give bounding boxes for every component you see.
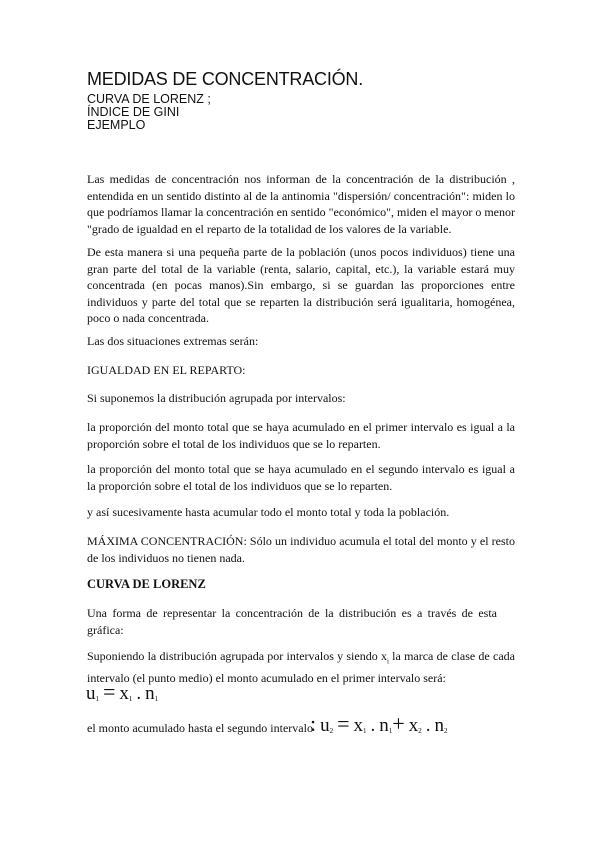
formula-u2-colon: :: [310, 711, 317, 736]
formula-u2-u: u: [320, 715, 330, 736]
paragraph-first-interval: la proporción del monto total que se haya acumulado en el primer intervalo es igual a la proporción sobre el total de los individuos que se lo reparten.: [87, 420, 515, 451]
formula-u2-n1: n: [379, 715, 389, 736]
subtitle-gini: ÍNDICE DE GINI: [87, 105, 180, 119]
formula-u2: [310, 711, 447, 737]
paragraph-intro: Las medidas de concentración nos informan de la concentración de la distribución , entendida en un sentido distinto al de la antinomia "dispersión/ concentración": miden lo que podríamos llamar la concentración en sentido "económico", miden el mayor o menor "grado de igualdad en el reparto de la totalidad de los valores de la variable.: [87, 172, 515, 236]
paragraph-second-interval: la proporción del monto total que se haya acumulado en el segundo intervalo es igual a la proporción sobre el total de los individuos que se lo reparten.: [87, 462, 515, 493]
formula-u2-dot1: .: [370, 715, 376, 736]
formula-u1-u: u: [86, 683, 96, 704]
paragraph-second-accumulated: el monto acumulado hasta el segundo intervalo: [87, 721, 313, 735]
formula-u2-n2-sub: 2: [443, 727, 448, 735]
formula-u1-n-sub: 1: [154, 695, 159, 703]
subtitle-ejemplo: EJEMPLO: [87, 118, 146, 132]
formula-u1-dot: .: [136, 683, 142, 704]
paragraph-graphic: Una forma de representar la concentración de la distribución es a través de esta gráfica:: [87, 606, 497, 637]
paragraph-extremes: Las dos situaciones extremas serán:: [87, 334, 259, 348]
formula-u2-x2: x: [408, 715, 419, 736]
paragraph-grouped: Si suponemos la distribución agrupada por intervalos:: [87, 391, 346, 405]
subtitle-lorenz: CURVA DE LORENZ ;: [87, 92, 211, 106]
formula-u2-x2-sub: 2: [418, 727, 422, 735]
formula-u2-x1: x: [353, 715, 364, 736]
formula-u1-equals: =: [103, 679, 116, 704]
formula-u1: [86, 679, 158, 705]
formula-u2-plus: +: [392, 711, 405, 736]
formula-u2-equals: =: [337, 711, 350, 736]
formula-u2-x1-sub: 1: [363, 727, 367, 735]
formula-u2-n1-sub: 1: [388, 727, 393, 735]
formula-u1-x: x: [119, 683, 129, 704]
formula-u1-n: n: [145, 683, 155, 704]
heading-equality: IGUALDAD EN EL REPARTO:: [87, 363, 246, 377]
subscript-i: i: [386, 657, 389, 666]
formula-u1-u-sub: 1: [95, 695, 99, 703]
formula-u2-u-sub: 2: [329, 727, 334, 735]
paragraph-supposing-part2: la marca de clase de cada intervalo (el punto medio) el monto acumulado en el primer intervalo será:: [87, 649, 515, 685]
formula-u1-x-sub: 1: [128, 695, 133, 703]
paragraph-max-concentration: MÁXIMA CONCENTRACIÓN: Sólo un individuo acumula el total del monto y el resto de los individuos no tienen nada.: [87, 534, 515, 565]
paragraph-supposing-part1: Suponiendo la distribución agrupada por intervalos y siendo x: [87, 649, 387, 663]
formula-u2-dot2: .: [425, 715, 431, 736]
heading-lorenz-curve: CURVA DE LORENZ: [87, 577, 206, 591]
page-title: MEDIDAS DE CONCENTRACIÓN.: [87, 69, 364, 89]
paragraph-successively: y así sucesivamente hasta acumular todo el monto total y toda la población.: [87, 505, 450, 519]
formula-u2-n2: n: [434, 715, 444, 736]
paragraph-concentration: De esta manera si una pequeña parte de la población (unos pocos individuos) tiene una gran parte del total de la variable (renta, salario, capital, etc.), la variable estará muy concentrada (en pocas manos).Sin embargo, si se guardan las proporciones entre individuos y parte del total que se reparten la distribución será igualitaria, homogénea, poco o nada concentrada.: [87, 245, 515, 325]
